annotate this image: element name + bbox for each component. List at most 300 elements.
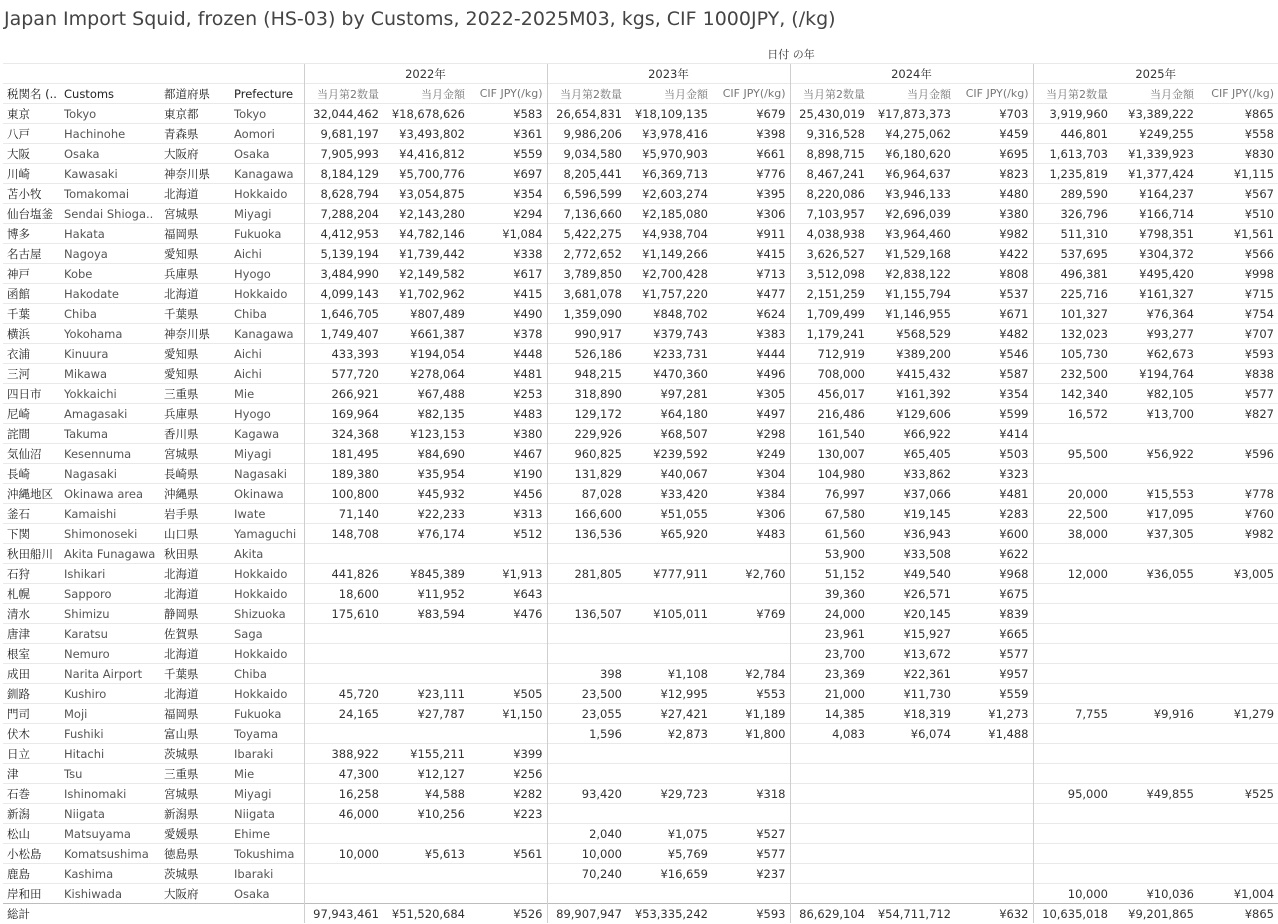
- table-row[interactable]: [3, 844, 1278, 864]
- quantity-cell: [1033, 684, 1112, 704]
- table-row[interactable]: [3, 304, 1278, 324]
- customs-en-cell: Yokohama: [60, 324, 160, 344]
- customs-ja-cell: 岸和田: [3, 884, 60, 904]
- table-row[interactable]: [3, 424, 1278, 444]
- prefecture-en-cell: Aomori: [230, 124, 304, 144]
- quantity-cell: 32,044,462: [304, 104, 383, 124]
- amount-cell: ¥194,054: [383, 344, 469, 364]
- table-row[interactable]: [3, 604, 1278, 624]
- prefecture-ja-cell: 愛知県: [160, 244, 230, 264]
- table-row[interactable]: [3, 664, 1278, 684]
- cif-cell: ¥1,561: [1198, 224, 1278, 244]
- quantity-cell: [1033, 664, 1112, 684]
- table-row[interactable]: [3, 704, 1278, 724]
- customs-en-cell: Ishinomaki: [60, 784, 160, 804]
- cif-cell: ¥398: [712, 124, 790, 144]
- prefecture-ja-header[interactable]: 都道府県: [160, 84, 230, 104]
- total-cif-cell: ¥632: [955, 904, 1033, 924]
- customs-en-cell: Nemuro: [60, 644, 160, 664]
- customs-ja-cell: 秋田船川: [3, 544, 60, 564]
- cif-cell: [469, 864, 547, 884]
- prefecture-en-cell: Saga: [230, 624, 304, 644]
- customs-ja-cell: 釧路: [3, 684, 60, 704]
- cif-cell: ¥361: [469, 124, 547, 144]
- year-header-2023[interactable]: 2023年: [547, 64, 790, 84]
- prefecture-ja-cell: 愛知県: [160, 364, 230, 384]
- quantity-cell: [790, 844, 869, 864]
- quantity-cell: 16,258: [304, 784, 383, 804]
- quantity-cell: 21,000: [790, 684, 869, 704]
- cif-cell: ¥477: [712, 284, 790, 304]
- prefecture-ja-cell: 静岡県: [160, 604, 230, 624]
- table-row[interactable]: [3, 724, 1278, 744]
- table-row[interactable]: [3, 744, 1278, 764]
- prefecture-en-cell: Osaka: [230, 144, 304, 164]
- amount-cell: ¥1,757,220: [626, 284, 712, 304]
- quantity-cell: 23,700: [790, 644, 869, 664]
- cif-cell: [955, 744, 1033, 764]
- cif-cell: ¥3,005: [1198, 564, 1278, 584]
- prefecture-ja-cell: 沖縄県: [160, 484, 230, 504]
- customs-en-cell: Ishikari: [60, 564, 160, 584]
- cif-cell: [469, 824, 547, 844]
- amount-cell: ¥62,673: [1112, 344, 1198, 364]
- amount-cell: [869, 784, 955, 804]
- cif-cell: ¥1,488: [955, 724, 1033, 744]
- quantity-cell: 16,572: [1033, 404, 1112, 424]
- quantity-cell: 4,038,938: [790, 224, 869, 244]
- amount-cell: ¥3,946,133: [869, 184, 955, 204]
- table-row[interactable]: [3, 284, 1278, 304]
- table-row[interactable]: [3, 884, 1278, 904]
- prefecture-en-cell: Ibaraki: [230, 744, 304, 764]
- prefecture-ja-cell: 茨城県: [160, 744, 230, 764]
- amount-cell: ¥2,838,122: [869, 264, 955, 284]
- amount-header[interactable]: 当月金額: [1112, 84, 1198, 104]
- amount-cell: ¥495,420: [1112, 264, 1198, 284]
- total-amount-cell: ¥53,335,242: [626, 904, 712, 924]
- cif-cell: ¥559: [955, 684, 1033, 704]
- amount-cell: ¥2,143,280: [383, 204, 469, 224]
- table-row[interactable]: [3, 544, 1278, 564]
- prefecture-en-cell: Aichi: [230, 344, 304, 364]
- prefecture-ja-cell: 新潟県: [160, 804, 230, 824]
- cif-cell: [955, 784, 1033, 804]
- amount-cell: ¥777,911: [626, 564, 712, 584]
- customs-ja-cell: 名古屋: [3, 244, 60, 264]
- quantity-cell: 25,430,019: [790, 104, 869, 124]
- cif-cell: ¥778: [1198, 484, 1278, 504]
- amount-cell: ¥1,339,923: [1112, 144, 1198, 164]
- quantity-cell: [1033, 724, 1112, 744]
- amount-cell: [1112, 684, 1198, 704]
- amount-cell: ¥11,952: [383, 584, 469, 604]
- customs-ja-cell: 尼崎: [3, 404, 60, 424]
- amount-cell: ¥37,066: [869, 484, 955, 504]
- quantity-cell: 7,905,993: [304, 144, 383, 164]
- customs-ja-cell: 神戸: [3, 264, 60, 284]
- cif-cell: [712, 764, 790, 784]
- amount-cell: ¥45,932: [383, 484, 469, 504]
- table-row[interactable]: [3, 624, 1278, 644]
- prefecture-ja-cell: 富山県: [160, 724, 230, 744]
- amount-cell: [869, 824, 955, 844]
- quantity-cell: 326,796: [1033, 204, 1112, 224]
- cif-cell: ¥444: [712, 344, 790, 364]
- table-row[interactable]: [3, 484, 1278, 504]
- quantity-cell: 5,139,194: [304, 244, 383, 264]
- quantity-cell: [304, 864, 383, 884]
- amount-cell: ¥1,146,955: [869, 304, 955, 324]
- quantity-cell: 76,997: [790, 484, 869, 504]
- amount-header[interactable]: 当月金額: [869, 84, 955, 104]
- quantity-cell: [304, 664, 383, 684]
- customs-en-cell: Tomakomai: [60, 184, 160, 204]
- table-row[interactable]: [3, 184, 1278, 204]
- cif-per-kg-header[interactable]: CIF JPY(/kg): [1198, 84, 1278, 104]
- quantity-header[interactable]: 当月第2数量: [304, 84, 383, 104]
- cif-cell: ¥1,913: [469, 564, 547, 584]
- cif-cell: ¥1,084: [469, 224, 547, 244]
- amount-cell: [626, 644, 712, 664]
- customs-en-cell: Matsuyama: [60, 824, 160, 844]
- quantity-cell: 433,393: [304, 344, 383, 364]
- customs-en-cell: Kesennuma: [60, 444, 160, 464]
- amount-header[interactable]: 当月金額: [383, 84, 469, 104]
- quantity-cell: [304, 544, 383, 564]
- quantity-cell: 9,034,580: [547, 144, 626, 164]
- amount-cell: ¥1,075: [626, 824, 712, 844]
- table-row[interactable]: [3, 344, 1278, 364]
- customs-en-cell: Akita Funagawa: [60, 544, 160, 564]
- table-row[interactable]: [3, 164, 1278, 184]
- prefecture-ja-cell: 山口県: [160, 524, 230, 544]
- quantity-cell: 9,316,528: [790, 124, 869, 144]
- cif-cell: ¥414: [955, 424, 1033, 444]
- customs-en-cell: Fushiki: [60, 724, 160, 744]
- cif-cell: ¥596: [1198, 444, 1278, 464]
- quantity-cell: [1033, 604, 1112, 624]
- customs-ja-cell: 詫間: [3, 424, 60, 444]
- customs-en-cell: Kashima: [60, 864, 160, 884]
- quantity-cell: [1033, 844, 1112, 864]
- quantity-cell: 26,654,831: [547, 104, 626, 124]
- quantity-cell: 446,801: [1033, 124, 1112, 144]
- amount-cell: ¥6,369,713: [626, 164, 712, 184]
- table-row[interactable]: [3, 684, 1278, 704]
- customs-ja-cell: 津: [3, 764, 60, 784]
- quantity-cell: 948,215: [547, 364, 626, 384]
- quantity-cell: 38,000: [1033, 524, 1112, 544]
- prefecture-ja-cell: 長崎県: [160, 464, 230, 484]
- amount-cell: ¥1,155,794: [869, 284, 955, 304]
- cif-per-kg-header[interactable]: CIF JPY(/kg): [469, 84, 547, 104]
- quantity-cell: 23,055: [547, 704, 626, 724]
- prefecture-ja-cell: 北海道: [160, 564, 230, 584]
- prefecture-ja-cell: 福岡県: [160, 224, 230, 244]
- cif-cell: ¥671: [955, 304, 1033, 324]
- amount-cell: [383, 824, 469, 844]
- amount-cell: ¥22,233: [383, 504, 469, 524]
- amount-cell: ¥27,787: [383, 704, 469, 724]
- quantity-cell: 8,898,715: [790, 144, 869, 164]
- cif-cell: ¥305: [712, 384, 790, 404]
- quantity-header[interactable]: 当月第2数量: [790, 84, 869, 104]
- cif-per-kg-header[interactable]: CIF JPY(/kg): [712, 84, 790, 104]
- prefecture-en-cell: Hokkaido: [230, 644, 304, 664]
- table-row[interactable]: [3, 524, 1278, 544]
- cif-cell: ¥577: [1198, 384, 1278, 404]
- quantity-cell: [1033, 804, 1112, 824]
- prefecture-en-header[interactable]: Prefecture: [230, 84, 304, 104]
- table-row[interactable]: [3, 824, 1278, 844]
- grand-total-spacer: [160, 904, 230, 924]
- table-row[interactable]: [3, 584, 1278, 604]
- quantity-cell: 105,730: [1033, 344, 1112, 364]
- cif-cell: ¥497: [712, 404, 790, 424]
- year-header-2022[interactable]: 2022年: [304, 64, 547, 84]
- quantity-cell: [304, 624, 383, 644]
- quantity-header[interactable]: 当月第2数量: [1033, 84, 1112, 104]
- amount-cell: [383, 624, 469, 644]
- customs-ja-header[interactable]: 税関名 (..: [3, 84, 60, 104]
- cif-per-kg-header[interactable]: CIF JPY(/kg): [955, 84, 1033, 104]
- amount-cell: ¥40,067: [626, 464, 712, 484]
- prefecture-ja-cell: 三重県: [160, 764, 230, 784]
- cif-cell: ¥558: [1198, 124, 1278, 144]
- cif-cell: ¥223: [469, 804, 547, 824]
- cif-cell: ¥593: [1198, 344, 1278, 364]
- quantity-cell: 18,600: [304, 584, 383, 604]
- amount-cell: ¥3,964,460: [869, 224, 955, 244]
- prefecture-en-cell: Iwate: [230, 504, 304, 524]
- customs-ja-cell: 東京: [3, 104, 60, 124]
- customs-ja-cell: 成田: [3, 664, 60, 684]
- cif-cell: ¥512: [469, 524, 547, 544]
- quantity-cell: [790, 884, 869, 904]
- amount-cell: ¥798,351: [1112, 224, 1198, 244]
- customs-en-cell: Tsu: [60, 764, 160, 784]
- quantity-cell: 189,380: [304, 464, 383, 484]
- cif-cell: ¥483: [469, 404, 547, 424]
- amount-cell: ¥12,127: [383, 764, 469, 784]
- amount-cell: ¥2,873: [626, 724, 712, 744]
- quantity-cell: [304, 644, 383, 664]
- prefecture-en-cell: Hyogo: [230, 264, 304, 284]
- grand-total-spacer: [60, 904, 160, 924]
- quantity-cell: 4,083: [790, 724, 869, 744]
- prefecture-en-cell: Hokkaido: [230, 564, 304, 584]
- quantity-header[interactable]: 当月第2数量: [547, 84, 626, 104]
- amount-cell: ¥65,920: [626, 524, 712, 544]
- prefecture-en-cell: Shizuoka: [230, 604, 304, 624]
- quantity-cell: 1,179,241: [790, 324, 869, 344]
- quantity-cell: 93,420: [547, 784, 626, 804]
- table-row[interactable]: [3, 404, 1278, 424]
- prefecture-en-cell: Tokyo: [230, 104, 304, 124]
- prefecture-ja-cell: 福岡県: [160, 704, 230, 724]
- amount-cell: ¥76,364: [1112, 304, 1198, 324]
- cif-cell: ¥695: [955, 144, 1033, 164]
- table-row[interactable]: [3, 564, 1278, 584]
- quantity-cell: 960,825: [547, 444, 626, 464]
- amount-cell: [869, 864, 955, 884]
- quantity-cell: 3,484,990: [304, 264, 383, 284]
- customs-en-cell: Chiba: [60, 304, 160, 324]
- customs-en-cell: Komatsushima: [60, 844, 160, 864]
- cif-cell: [1198, 804, 1278, 824]
- table-body: [3, 104, 1278, 924]
- customs-ja-cell: 衣浦: [3, 344, 60, 364]
- cif-cell: [1198, 604, 1278, 624]
- year-header-2025[interactable]: 2025年: [1033, 64, 1278, 84]
- amount-cell: ¥26,571: [869, 584, 955, 604]
- quantity-cell: 39,360: [790, 584, 869, 604]
- table-row[interactable]: [3, 644, 1278, 664]
- prefecture-ja-cell: 北海道: [160, 584, 230, 604]
- customs-en-header[interactable]: Customs: [60, 84, 160, 104]
- quantity-cell: [790, 784, 869, 804]
- customs-en-cell: Hakodate: [60, 284, 160, 304]
- dimension-header-spacer: [3, 64, 304, 84]
- cif-cell: ¥665: [955, 624, 1033, 644]
- quantity-cell: [1033, 464, 1112, 484]
- amount-cell: [1112, 604, 1198, 624]
- amount-cell: [626, 544, 712, 564]
- amount-cell: ¥2,696,039: [869, 204, 955, 224]
- table-row[interactable]: [3, 144, 1278, 164]
- table-row[interactable]: [3, 444, 1278, 464]
- cif-cell: ¥583: [469, 104, 547, 124]
- amount-cell: ¥15,553: [1112, 484, 1198, 504]
- table-row[interactable]: [3, 384, 1278, 404]
- table-row[interactable]: [3, 864, 1278, 884]
- cif-cell: [712, 804, 790, 824]
- table-row[interactable]: [3, 224, 1278, 244]
- cif-cell: [712, 884, 790, 904]
- cif-cell: [469, 664, 547, 684]
- quantity-cell: 7,136,660: [547, 204, 626, 224]
- quantity-cell: 8,184,129: [304, 164, 383, 184]
- amount-cell: ¥1,149,266: [626, 244, 712, 264]
- prefecture-en-cell: Tokushima: [230, 844, 304, 864]
- cif-cell: ¥306: [712, 504, 790, 524]
- table-row[interactable]: [3, 364, 1278, 384]
- customs-ja-cell: 横浜: [3, 324, 60, 344]
- quantity-cell: 87,028: [547, 484, 626, 504]
- amount-cell: [383, 644, 469, 664]
- customs-ja-cell: 松山: [3, 824, 60, 844]
- quantity-cell: 61,560: [790, 524, 869, 544]
- cif-cell: ¥577: [955, 644, 1033, 664]
- table-row[interactable]: [3, 264, 1278, 284]
- quantity-cell: 45,720: [304, 684, 383, 704]
- prefecture-ja-cell: 北海道: [160, 284, 230, 304]
- quantity-cell: 708,000: [790, 364, 869, 384]
- amount-cell: [383, 864, 469, 884]
- cif-cell: ¥537: [955, 284, 1033, 304]
- cif-cell: [1198, 664, 1278, 684]
- prefecture-ja-cell: 北海道: [160, 684, 230, 704]
- quantity-cell: [1033, 544, 1112, 564]
- amount-cell: [869, 844, 955, 864]
- table-row[interactable]: [3, 504, 1278, 524]
- prefecture-en-cell: Ehime: [230, 824, 304, 844]
- cif-cell: ¥318: [712, 784, 790, 804]
- cif-cell: ¥304: [712, 464, 790, 484]
- quantity-cell: 12,000: [1033, 564, 1112, 584]
- customs-ja-cell: 大阪: [3, 144, 60, 164]
- cif-cell: ¥776: [712, 164, 790, 184]
- amount-cell: ¥2,700,428: [626, 264, 712, 284]
- customs-en-cell: Okinawa area: [60, 484, 160, 504]
- prefecture-en-cell: Okinawa: [230, 484, 304, 504]
- amount-header[interactable]: 当月金額: [626, 84, 712, 104]
- quantity-cell: 1,749,407: [304, 324, 383, 344]
- grand-total-spacer: [230, 904, 304, 924]
- year-header-row: [3, 64, 1278, 84]
- table-row[interactable]: [3, 324, 1278, 344]
- cif-cell: ¥2,784: [712, 664, 790, 684]
- quantity-cell: 132,023: [1033, 324, 1112, 344]
- amount-cell: ¥415,432: [869, 364, 955, 384]
- quantity-cell: 216,486: [790, 404, 869, 424]
- quantity-cell: [304, 884, 383, 904]
- quantity-cell: 23,500: [547, 684, 626, 704]
- table-row[interactable]: [3, 124, 1278, 144]
- customs-en-cell: Shimizu: [60, 604, 160, 624]
- cif-cell: ¥911: [712, 224, 790, 244]
- cif-cell: [1198, 544, 1278, 564]
- customs-ja-cell: 八戸: [3, 124, 60, 144]
- table-row[interactable]: [3, 104, 1278, 124]
- amount-cell: [1112, 664, 1198, 684]
- customs-en-cell: Mikawa: [60, 364, 160, 384]
- customs-ja-cell: 釜石: [3, 504, 60, 524]
- cif-cell: ¥481: [469, 364, 547, 384]
- year-header-2024[interactable]: 2024年: [790, 64, 1033, 84]
- quantity-cell: 95,000: [1033, 784, 1112, 804]
- amount-cell: [1112, 424, 1198, 444]
- table-row[interactable]: [3, 764, 1278, 784]
- table-row[interactable]: [3, 784, 1278, 804]
- prefecture-en-cell: Niigata: [230, 804, 304, 824]
- quantity-cell: 398: [547, 664, 626, 684]
- quantity-cell: 8,628,794: [304, 184, 383, 204]
- cif-cell: ¥476: [469, 604, 547, 624]
- cif-cell: ¥527: [712, 824, 790, 844]
- quantity-cell: [1033, 864, 1112, 884]
- table-row[interactable]: [3, 204, 1278, 224]
- table-row[interactable]: [3, 244, 1278, 264]
- prefecture-ja-cell: 北海道: [160, 184, 230, 204]
- amount-cell: [1112, 804, 1198, 824]
- table-row[interactable]: [3, 804, 1278, 824]
- amount-cell: ¥1,529,168: [869, 244, 955, 264]
- amount-cell: ¥36,943: [869, 524, 955, 544]
- cif-cell: [1198, 724, 1278, 744]
- prefecture-en-cell: Kanagawa: [230, 324, 304, 344]
- customs-en-cell: Osaka: [60, 144, 160, 164]
- amount-cell: [1112, 864, 1198, 884]
- cif-cell: ¥600: [955, 524, 1033, 544]
- amount-cell: ¥36,055: [1112, 564, 1198, 584]
- amount-cell: ¥848,702: [626, 304, 712, 324]
- quantity-cell: 67,580: [790, 504, 869, 524]
- total-cif-cell: ¥593: [712, 904, 790, 924]
- table-row[interactable]: [3, 464, 1278, 484]
- amount-cell: ¥4,416,812: [383, 144, 469, 164]
